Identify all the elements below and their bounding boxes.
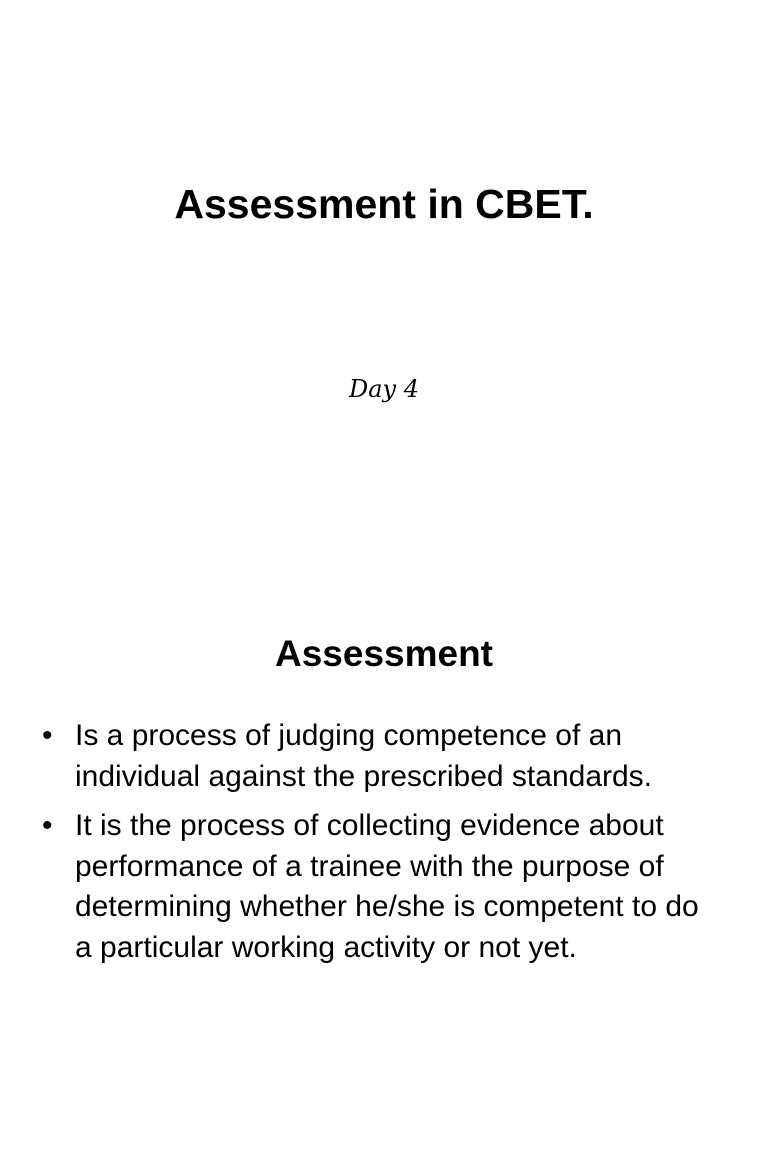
bullet-text: Is a process of judging competence of an individual against the prescribed standards. bbox=[75, 719, 653, 793]
slide-2 bbox=[0, 576, 768, 1152]
slide-title: Assessment in CBET. bbox=[174, 181, 594, 228]
bullet-dot-icon: • bbox=[42, 809, 53, 842]
slide-subtitle: Day 4 bbox=[348, 375, 419, 403]
slide-title: Assessment bbox=[274, 632, 493, 674]
bullet-item bbox=[42, 716, 722, 797]
bullet-dot-icon: • bbox=[42, 719, 53, 752]
bullet-list bbox=[42, 716, 722, 977]
bullet-text: It is the process of collecting evidence about performance of a trainee with the purpose of determining whether he/she is competent to do a particular working activity or not yet. bbox=[75, 809, 699, 964]
bullet-item bbox=[42, 806, 722, 968]
